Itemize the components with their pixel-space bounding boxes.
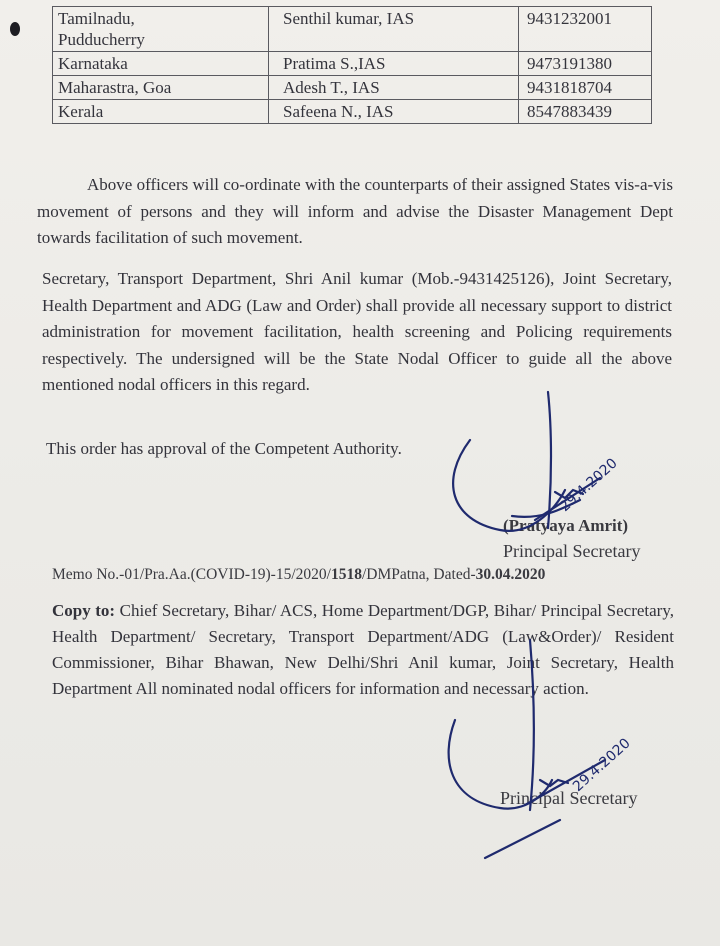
- coordination-paragraph: Above officers will co-ordinate with the counterparts of their assigned States vis-a-vis movement of persons and they will inform and advise the Disaster Management Dept towards facilitation of such movement.: [37, 175, 673, 247]
- approval-paragraph: This order has approval of the Competent Authority.: [46, 439, 402, 458]
- signatory-title: Principal Secretary: [503, 541, 641, 561]
- support-paragraph: Secretary, Transport Department, Shri Anil kumar (Mob.-9431425126), Joint Secretary, Health Department and ADG (Law and Order) shall provide all necessary support to district administration for movement facilitation, health screening and Policing requirements respectively. The undersigned will be the State Nodal Officer to guide all the above mentioned nodal officers in this regard.: [42, 269, 672, 394]
- mobile-cell: 9431818704: [519, 76, 652, 100]
- state-cell: Karnataka: [53, 52, 269, 76]
- mobile-cell: 9473191380: [519, 52, 652, 76]
- officer-cell: Pratima S.,IAS: [269, 52, 519, 76]
- state-cell: Tamilnadu, Pudducherry: [53, 7, 269, 52]
- signature-date: 29.4.2020: [556, 455, 621, 515]
- officer-cell: Senthil kumar, IAS: [269, 7, 519, 52]
- mobile-cell: 8547883439: [519, 100, 652, 124]
- officer-cell: Safeena N., IAS: [269, 100, 519, 124]
- state-cell: Maharastra, Goa: [53, 76, 269, 100]
- bullet-icon: [10, 22, 20, 36]
- table-row: [53, 100, 652, 124]
- state-cell: Kerala: [53, 100, 269, 124]
- copy-to-paragraph: Copy to: Chief Secretary, Bihar/ ACS, Home Department/DGP, Bihar/ Principal Secretary, Health Department/ Secretary, Transport Department/ADG (Law&Order)/ Resident Commissioner, Bihar Bhawan, New Delhi/Shri Anil kumar, Joint Secretary, Health Department All nominated nodal officers for information and necessary action.: [52, 601, 674, 698]
- copy-to-label: Copy to:: [52, 601, 116, 620]
- officer-cell: Adesh T., IAS: [269, 76, 519, 100]
- signatory2-title: Principal Secretary: [500, 788, 638, 808]
- signatory-name: (Pratyaya Amrit): [503, 516, 629, 535]
- mobile-cell: 9431232001: [519, 7, 652, 52]
- memo-line: Memo No.-01/Pra.Aa.(COVID-19)-15/2020/1518/DMPatna, Dated-30.04.2020: [52, 566, 546, 583]
- nodal-officers-table: [52, 6, 652, 124]
- table-row: [53, 7, 652, 52]
- table-row: [53, 52, 652, 76]
- signature2-date: 29.4.2020: [569, 735, 634, 795]
- table-row: [53, 76, 652, 100]
